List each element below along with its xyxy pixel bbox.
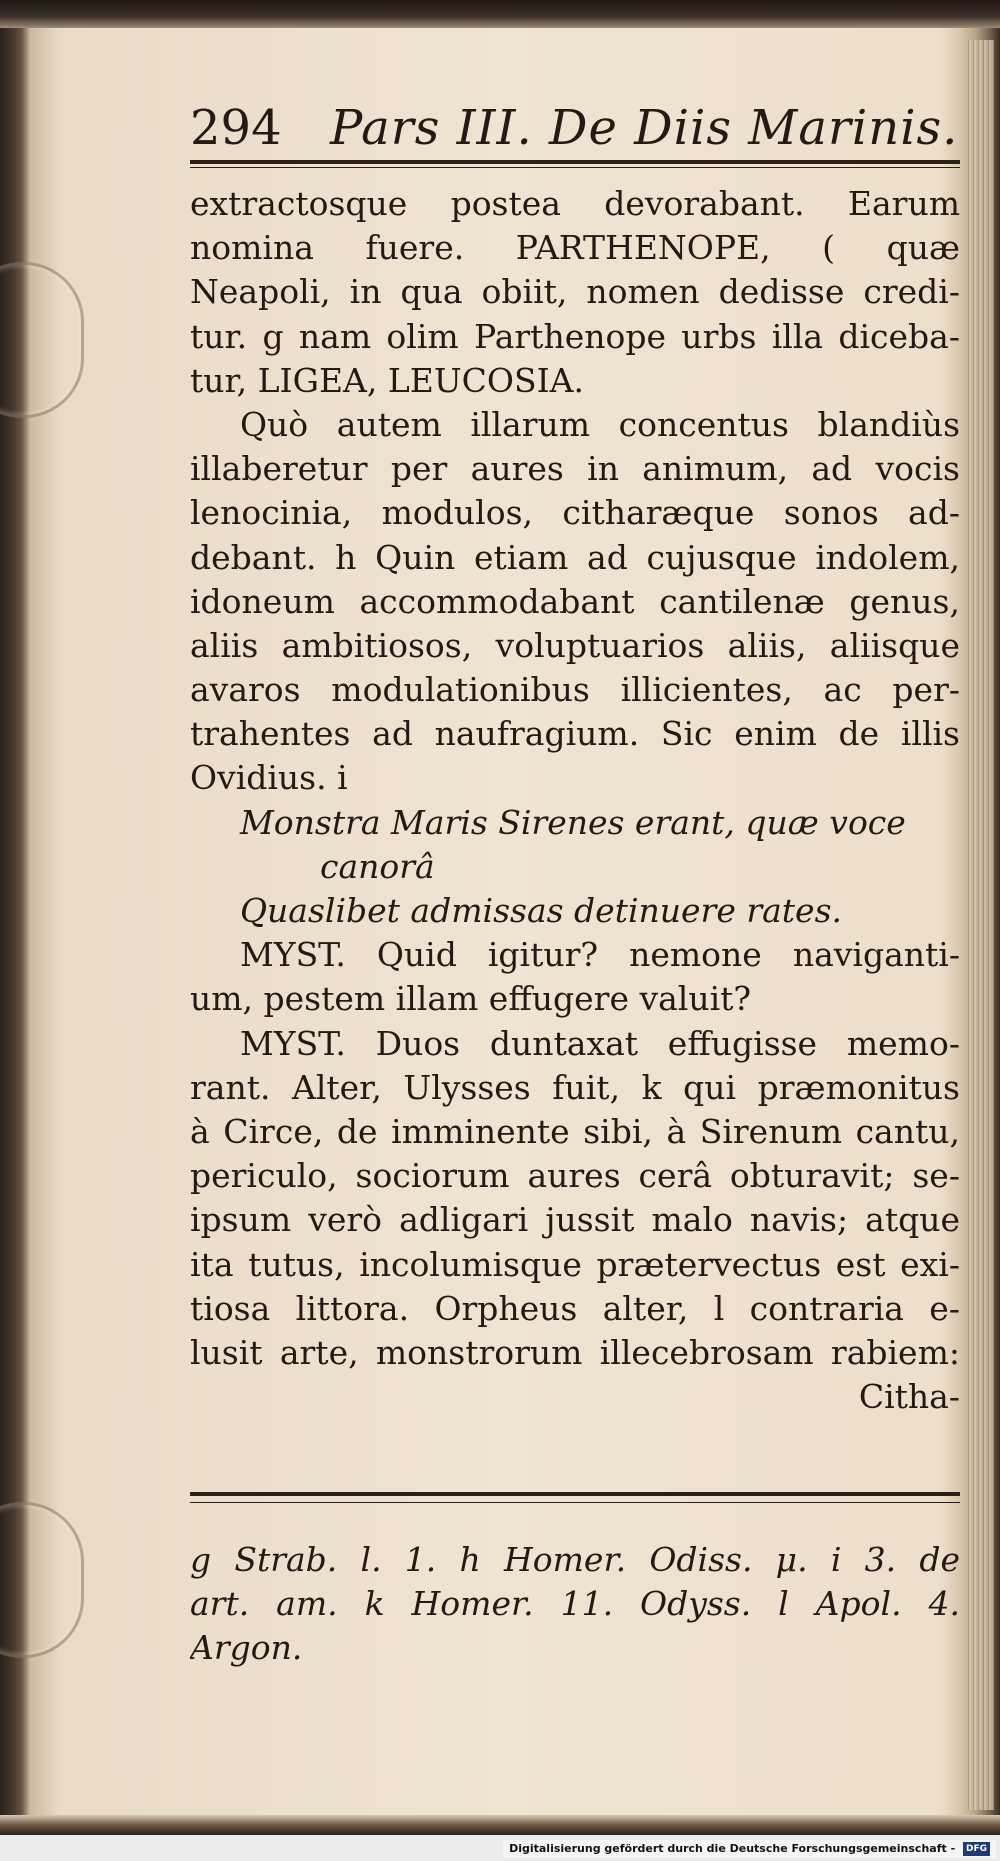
- digitization-credit: [503, 1840, 996, 1858]
- text-line: MYST. Quid igitur? nemone naviganti-: [240, 935, 960, 975]
- text-line: MYST. Duos duntaxat effugisse memo-: [240, 1023, 960, 1063]
- text-line: aliis ambitiosos, voluptuarios aliis, aliisque: [190, 625, 960, 665]
- book-top-edge: [0, 0, 1000, 28]
- binding-ring-lower: [0, 1502, 84, 1658]
- text-line: lusit arte, monstrorum illecebrosam rabiem:: [190, 1332, 960, 1372]
- text-line: extractosque postea devorabant. Earum: [190, 184, 960, 223]
- footnote-rule-thick: [190, 1492, 960, 1496]
- text-line: ita tutus, incolumisque prætervectus est exi-: [190, 1244, 960, 1284]
- text-line: tur, LIGEA, LEUCOSIA.: [190, 360, 584, 400]
- catchword: Citha-: [858, 1377, 960, 1417]
- book-page: [190, 100, 960, 1668]
- text-line: illaberetur per aures in animum, ad vocis: [190, 449, 960, 489]
- text-line: Ovidius. i: [190, 758, 348, 798]
- text-line: Quò autem illarum concentus blandiùs: [240, 404, 960, 444]
- running-head: [190, 100, 960, 156]
- text-line: Neapoli, in qua obiit, nomen dedisse credi-: [190, 272, 960, 312]
- footnotes: [190, 1537, 960, 1670]
- text-line: rant. Alter, Ulysses fuit, k qui præmonitus: [190, 1067, 960, 1107]
- footnote-line: g Strab. l. 1. h Homer. Odiss. μ. i 3. de: [190, 1540, 960, 1579]
- text-line: lenocinia, modulos, citharæque sonos ad-: [190, 493, 960, 533]
- head-rule-thick: [190, 160, 960, 164]
- verse-line: Monstra Maris Sirenes erant, quæ voce: [240, 802, 906, 842]
- text-line: nomina fuere. PARTHENOPE, ( quæ: [190, 228, 960, 268]
- page-edges: [966, 40, 994, 1810]
- text-line: periculo, sociorum aures cerâ obturavit; se-: [190, 1156, 960, 1196]
- footnote-line: art. am. k Homer. 11. Odyss. l Apol. 4.: [190, 1584, 960, 1624]
- text-line: idoneum accommodabant cantilenæ genus,: [190, 581, 960, 621]
- credit-text: Digitalisierung gefördert durch die Deutsche Forschungsgemeinschaft -: [509, 1842, 956, 1855]
- text-line: um, pestem illam effugere valuit?: [190, 979, 752, 1019]
- page-number: 294: [190, 100, 282, 156]
- head-rule-thin: [190, 167, 960, 168]
- text-line: debant. h Quin etiam ad cujusque indolem,: [190, 537, 960, 577]
- text-line: tiosa littora. Orpheus alter, l contraria e-: [190, 1288, 960, 1328]
- running-head-title: Pars III. De Diis Marinis.: [330, 100, 959, 156]
- text-line: ipsum verò adligari jussit malo navis; atque: [190, 1200, 960, 1240]
- verse-line: Quaslibet admissas detinuere rates.: [240, 891, 843, 930]
- binding-ring-upper: [0, 262, 84, 418]
- text-line: avaros modulationibus illicientes, ac per-: [190, 670, 960, 710]
- footnote-rule-thin: [190, 1502, 960, 1503]
- text-line: trahentes ad naufragium. Sic enim de illis: [190, 714, 960, 754]
- body-text: [190, 182, 960, 1419]
- text-line: tur. g nam olim Parthenope urbs illa diceba-: [190, 316, 960, 356]
- footnote-line: Argon.: [190, 1628, 303, 1668]
- text-line: à Circe, de imminente sibi, à Sirenum cantu,: [190, 1111, 960, 1151]
- verse-line: canorâ: [320, 846, 435, 886]
- book-bottom-edge: [0, 1815, 1000, 1835]
- dfg-logo: DFG: [963, 1842, 990, 1856]
